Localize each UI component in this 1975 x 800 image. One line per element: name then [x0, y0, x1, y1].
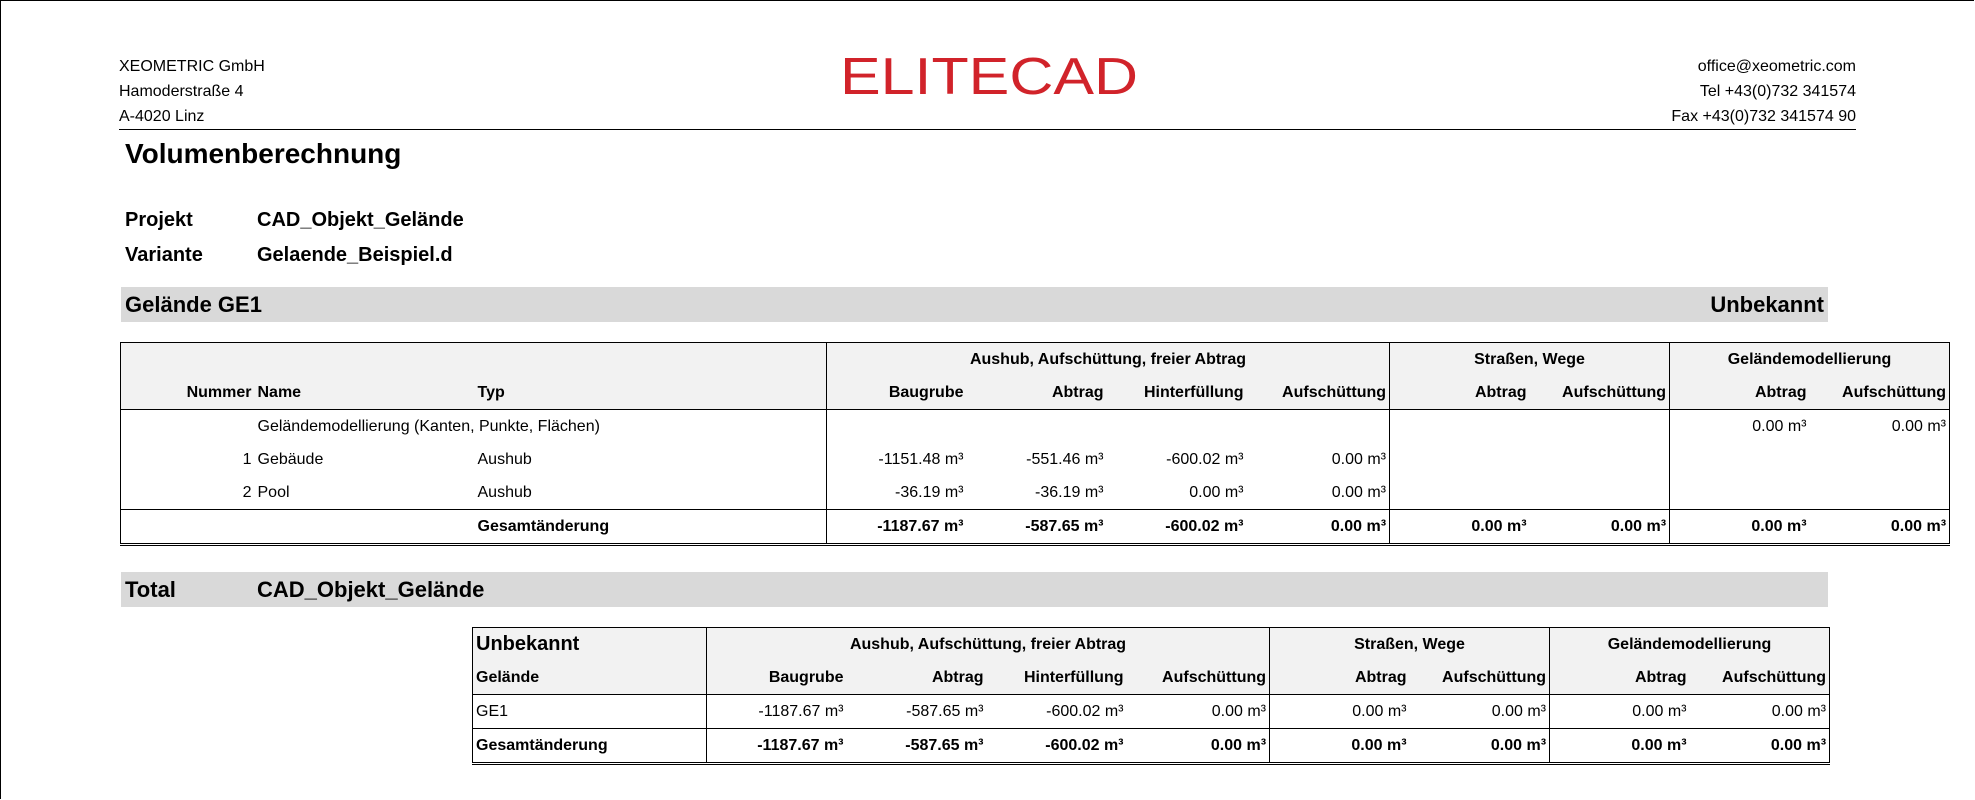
total-g-aufschuettung: 0.00 m³ — [1890, 517, 1947, 535]
col-header-aufschuettung: Aufschüttung — [1127, 661, 1270, 695]
col-header-nummer: Nummer — [121, 376, 255, 410]
cell-s-abtrag: 0.00 m³ — [1270, 695, 1410, 729]
col-header-abtrag: Abtrag — [967, 376, 1107, 410]
project-info — [125, 203, 464, 273]
total-g-abtrag: 0.00 m³ — [1550, 729, 1690, 764]
total-hinterfuellung: -600.02 m³ — [1045, 736, 1124, 754]
col-header-baugrube: Baugrube — [827, 376, 967, 410]
logo-text: ELITECAD — [840, 48, 1138, 106]
total-s-abtrag: 0.00 m³ — [1270, 729, 1410, 764]
col-header-hinterfuellung: Hinterfüllung — [1107, 376, 1247, 410]
header-divider — [119, 129, 1856, 130]
col-header-strassen-aufschuettung: Aufschüttung — [1530, 376, 1670, 410]
table-row — [121, 443, 1950, 476]
group-header-aushub: Aushub, Aufschüttung, freier Abtrag — [827, 343, 1390, 377]
project-label: Projekt — [125, 209, 193, 231]
col-header-strassen-abtrag: Abtrag — [1390, 376, 1530, 410]
total-baugrube: -1187.67 m³ — [707, 729, 847, 764]
total-aufschuettung: 0.00 m³ — [1330, 517, 1387, 535]
col-header-gelaende-abtrag: Abtrag — [1670, 376, 1810, 410]
table-row — [473, 695, 1830, 729]
cell-aufschuettung: 0.00 m³ — [1331, 483, 1387, 501]
total-g-aufschuettung: 0.00 m³ — [1770, 736, 1827, 754]
cell-aufschuettung: 0.00 m³ — [1211, 702, 1267, 720]
col-header-strassen-aufschuettung: Aufschüttung — [1410, 661, 1550, 695]
section-category: Unbekannt — [1710, 292, 1824, 317]
col-header-gelaende-aufschuettung: Aufschüttung — [1690, 661, 1830, 695]
total-abtrag: -587.65 m³ — [905, 736, 984, 754]
table-row — [121, 476, 1950, 510]
group-header-aushub: Aushub, Aufschüttung, freier Abtrag — [707, 628, 1270, 662]
company-address — [119, 54, 265, 129]
contact-fax: Fax +43(0)732 341574 90 — [1671, 108, 1856, 125]
table-row — [121, 410, 1950, 444]
total-s-aufschuettung: 0.00 m³ — [1610, 517, 1667, 535]
variant-label: Variante — [125, 244, 203, 266]
col-header-gelaende: Gelände — [473, 661, 707, 695]
col-header-gelaende-abtrag: Abtrag — [1550, 661, 1690, 695]
row-typ: Aushub — [477, 483, 532, 501]
total-hinterfuellung: -600.02 m³ — [1165, 517, 1244, 535]
table-total-row — [121, 510, 1950, 545]
total-label: Gesamtänderung — [477, 517, 610, 535]
cell-s-aufschuettung: 0.00 m³ — [1491, 702, 1547, 720]
variant-value: Gelaende_Beispiel.d — [257, 244, 453, 266]
contact-tel: Tel +43(0)732 341574 — [1699, 83, 1856, 100]
group-header-gelaendemodellierung: Geländemodellierung — [1550, 628, 1830, 662]
cell-abtrag: -587.65 m³ — [906, 702, 984, 720]
cell-hinterfuellung: 0.00 m³ — [1189, 483, 1244, 501]
group-header-gelaendemodellierung: Geländemodellierung — [1670, 343, 1950, 377]
col-header-strassen-abtrag: Abtrag — [1270, 661, 1410, 695]
row-name: Geländemodellierung (Kanten, Punkte, Flächen) — [257, 417, 600, 435]
cell-abtrag: -36.19 m³ — [1035, 483, 1104, 501]
total-s-abtrag: 0.00 m³ — [1390, 510, 1530, 545]
col-header-typ: Typ — [475, 376, 827, 410]
cell-g-abtrag: 0.00 m³ — [1670, 410, 1810, 444]
cell-baugrube: -1151.48 m³ — [827, 443, 967, 476]
col-header-name: Name — [255, 376, 475, 410]
section-band-gelaende — [121, 287, 1828, 322]
row-nummer: 2 — [242, 483, 252, 501]
total-baugrube: -1187.67 m³ — [827, 510, 967, 545]
cell-aufschuettung: 0.00 m³ — [1331, 450, 1387, 468]
project-value: CAD_Objekt_Gelände — [257, 209, 464, 231]
col-header-baugrube: Baugrube — [707, 661, 847, 695]
total-abtrag: -587.65 m³ — [1025, 517, 1104, 535]
row-name: GE1 — [476, 702, 509, 720]
col-header-gelaende-aufschuettung: Aufschüttung — [1810, 376, 1950, 410]
cell-abtrag: -551.46 m³ — [1026, 450, 1104, 468]
group-header-strassen: Straßen, Wege — [1270, 628, 1550, 662]
row-nummer: 1 — [242, 450, 252, 468]
company-city: A-4020 Linz — [119, 108, 205, 125]
row-typ: Aushub — [477, 450, 532, 468]
col-header-abtrag: Abtrag — [847, 661, 987, 695]
section-band-total — [121, 572, 1828, 607]
total-g-abtrag: 0.00 m³ — [1670, 510, 1810, 545]
page-title: Volumenberechnung — [125, 138, 402, 169]
total-label: Gesamtänderung — [476, 736, 608, 754]
total-section-label: Total — [125, 577, 176, 602]
cell-baugrube: -1187.67 m³ — [707, 695, 847, 729]
col-header-aufschuettung: Aufschüttung — [1247, 376, 1390, 410]
contact-email: office@xeometric.com — [1697, 58, 1856, 75]
row-name: Pool — [257, 483, 290, 501]
cell-hinterfuellung: -600.02 m³ — [1166, 450, 1244, 468]
company-name: XEOMETRIC GmbH — [119, 58, 265, 75]
cell-g-aufschuettung: 0.00 m³ — [1891, 417, 1947, 435]
total-section-value: CAD_Objekt_Gelände — [257, 577, 485, 602]
summary-category: Unbekannt — [473, 628, 707, 662]
row-name: Gebäude — [257, 450, 324, 468]
elitecad-logo — [840, 46, 1140, 106]
cell-baugrube: -36.19 m³ — [827, 476, 967, 510]
table-total-row — [473, 729, 1830, 764]
cell-g-aufschuettung: 0.00 m³ — [1771, 702, 1827, 720]
terrain-table — [120, 342, 1950, 546]
section-name: Gelände GE1 — [125, 292, 262, 317]
total-s-aufschuettung: 0.00 m³ — [1490, 736, 1547, 754]
cell-g-abtrag: 0.00 m³ — [1550, 695, 1690, 729]
total-aufschuettung: 0.00 m³ — [1210, 736, 1267, 754]
contact-info — [1671, 54, 1856, 129]
col-header-hinterfuellung: Hinterfüllung — [987, 661, 1127, 695]
company-street: Hamoderstraße 4 — [119, 83, 244, 100]
summary-table — [472, 627, 1830, 765]
cell-hinterfuellung: -600.02 m³ — [1046, 702, 1124, 720]
group-header-strassen: Straßen, Wege — [1390, 343, 1670, 377]
